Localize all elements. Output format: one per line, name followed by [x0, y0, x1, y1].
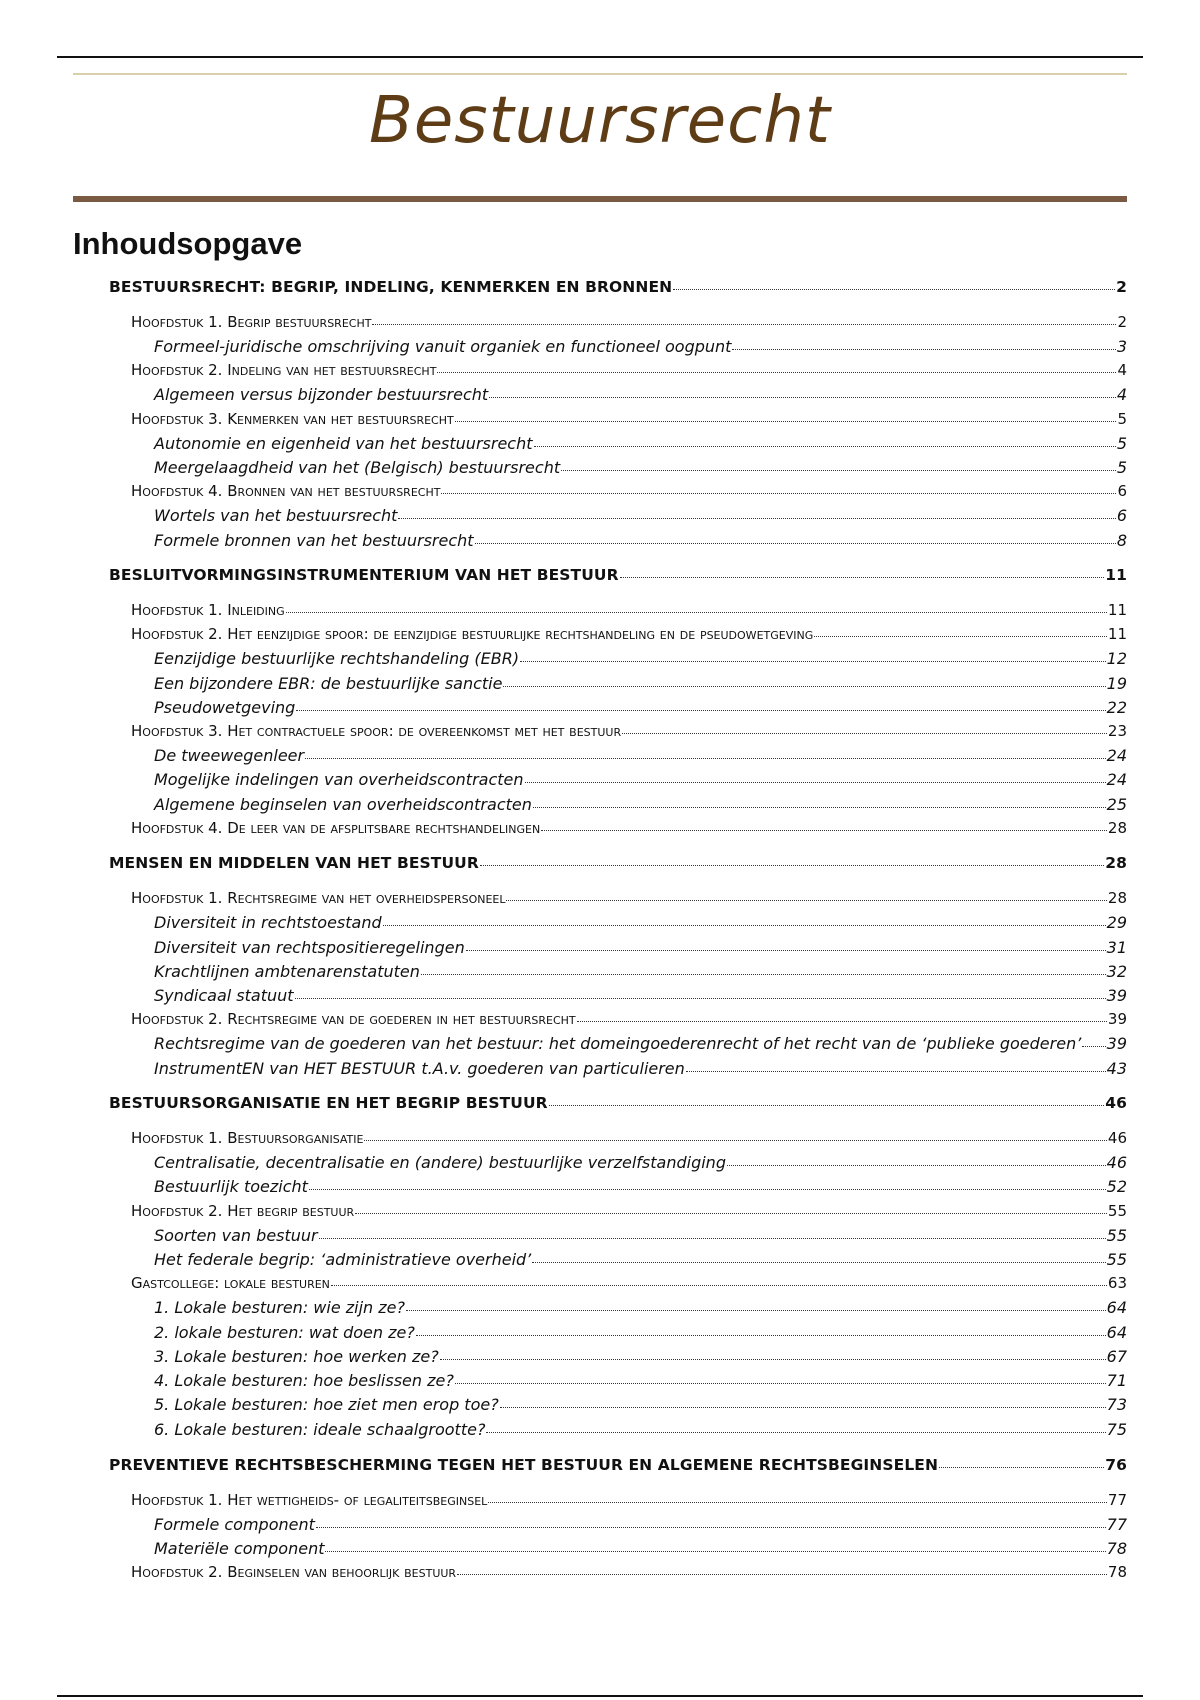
toc-entry-page-number: 77 — [1107, 1491, 1127, 1509]
toc-entry[interactable] — [154, 1059, 1127, 1081]
toc-dot-leader — [727, 1165, 1106, 1166]
toc-entry-title: 3. Lokale besturen: hoe werken ze? — [154, 1347, 439, 1366]
toc-dot-leader — [440, 1359, 1106, 1360]
toc-entry-title: PREVENTIEVE RECHTSBESCHERMING TEGEN HET BESTUUR EN ALGEMENE RECHTSBEGINSELEN — [109, 1456, 939, 1474]
toc-dot-leader — [296, 710, 1105, 711]
toc-entry[interactable] — [154, 746, 1127, 768]
toc-entry[interactable] — [154, 1226, 1127, 1248]
toc-entry-title: Hoofdstuk 1. Bestuursorganisatie — [131, 1129, 364, 1147]
toc-entry-title: Krachtlijnen ambtenarenstatuten — [154, 962, 420, 981]
toc-dot-leader — [541, 830, 1107, 831]
toc-entry[interactable] — [154, 1323, 1127, 1345]
toc-entry[interactable] — [154, 1177, 1127, 1199]
toc-dot-leader — [406, 1310, 1106, 1311]
toc-entry-page-number: 29 — [1106, 913, 1127, 932]
toc-dot-leader — [525, 782, 1106, 783]
toc-dot-leader — [622, 733, 1107, 734]
bottom-border-rule — [57, 1695, 1143, 1697]
toc-entry-page-number: 3 — [1116, 337, 1127, 356]
toc-entry-title: 4. Lokale besturen: hoe beslissen ze? — [154, 1371, 454, 1390]
toc-entry-page-number: 78 — [1106, 1539, 1127, 1558]
toc-dot-leader — [549, 1105, 1105, 1106]
toc-entry-page-number: 78 — [1107, 1563, 1127, 1581]
toc-dot-leader — [673, 289, 1115, 290]
toc-entry-title: Diversiteit van rechtspositieregelingen — [154, 938, 465, 957]
toc-entry-page-number: 73 — [1106, 1395, 1127, 1414]
toc-entry-title: Formele bronnen van het bestuursrecht — [154, 531, 474, 550]
toc-entry-page-number: 43 — [1106, 1059, 1127, 1078]
toc-entry-title: Het federale begrip: ‘administratieve overheid’ — [154, 1250, 532, 1269]
toc-entry[interactable] — [154, 337, 1127, 359]
toc-entry[interactable] — [131, 625, 1127, 647]
toc-dot-leader — [437, 372, 1116, 373]
toc-entry[interactable] — [154, 1515, 1127, 1537]
toc-entry[interactable] — [154, 1420, 1127, 1442]
toc-dot-leader — [286, 612, 1107, 613]
toc-entry-page-number: 46 — [1105, 1094, 1127, 1112]
toc-entry-page-number: 4 — [1117, 361, 1127, 379]
toc-entry[interactable] — [154, 1347, 1127, 1369]
toc-entry-title: Gastcollege: lokale besturen — [131, 1274, 330, 1292]
toc-entry-title: 1. Lokale besturen: wie zijn ze? — [154, 1298, 405, 1317]
toc-entry-title: Hoofdstuk 1. Begrip bestuursrecht — [131, 313, 372, 331]
toc-entry[interactable] — [154, 385, 1127, 407]
toc-entry[interactable] — [154, 986, 1127, 1008]
toc-dot-leader — [421, 974, 1106, 975]
toc-entry-page-number: 46 — [1107, 1129, 1127, 1147]
toc-entry[interactable] — [154, 434, 1127, 456]
toc-entry[interactable] — [154, 962, 1127, 984]
toc-dot-leader — [355, 1213, 1107, 1214]
toc-entry-title: Rechtsregime van de goederen van het bestuur: het domeingoederenrecht of het recht van de ‘publieke goederen’ — [154, 1034, 1082, 1053]
toc-entry[interactable] — [131, 601, 1127, 623]
toc-dot-leader — [480, 865, 1104, 866]
toc-dot-leader — [532, 1262, 1105, 1263]
toc-entry[interactable] — [154, 674, 1127, 696]
toc-dot-leader — [475, 543, 1116, 544]
toc-entry[interactable] — [131, 1202, 1127, 1224]
toc-entry-page-number: 11 — [1107, 625, 1127, 643]
toc-entry-page-number: 55 — [1106, 1226, 1127, 1245]
toc-entry[interactable] — [131, 819, 1127, 841]
toc-entry-page-number: 2 — [1116, 278, 1127, 296]
toc-entry-title: Hoofdstuk 2. Het begrip bestuur — [131, 1202, 355, 1220]
toc-entry-page-number: 46 — [1106, 1153, 1127, 1172]
toc-entry[interactable] — [109, 854, 1127, 876]
toc-entry[interactable] — [154, 1371, 1127, 1393]
toc-entry-title: Algemene beginselen van overheidscontracten — [154, 795, 532, 814]
toc-entry-title: Autonomie en eigenheid van het bestuursrecht — [154, 434, 533, 453]
toc-entry[interactable] — [109, 278, 1127, 300]
toc-dot-leader — [1082, 1046, 1105, 1047]
toc-entry[interactable] — [131, 313, 1127, 335]
toc-entry[interactable] — [154, 506, 1127, 528]
toc-entry-page-number: 32 — [1106, 962, 1127, 981]
toc-dot-leader — [533, 807, 1106, 808]
toc-entry[interactable] — [154, 531, 1127, 553]
toc-dot-leader — [561, 470, 1116, 471]
toc-entry-page-number: 11 — [1105, 566, 1127, 584]
toc-entry-page-number: 67 — [1106, 1347, 1127, 1366]
toc-entry-title: Hoofdstuk 1. Rechtsregime van het overheidspersoneel — [131, 889, 506, 907]
toc-entry-title: Hoofdstuk 3. Kenmerken van het bestuursrecht — [131, 410, 454, 428]
toc-entry[interactable] — [154, 913, 1127, 935]
toc-dot-leader — [331, 1285, 1107, 1286]
toc-entry-page-number: 76 — [1105, 1456, 1127, 1474]
toc-entry-title: Mogelijke indelingen van overheidscontracten — [154, 770, 524, 789]
toc-entry-page-number: 55 — [1107, 1202, 1127, 1220]
document-title: Bestuursrecht — [368, 84, 832, 158]
toc-entry-page-number: 28 — [1107, 889, 1127, 907]
toc-entry-title: Hoofdstuk 2. Rechtsregime van de goederen in het bestuursrecht — [131, 1010, 576, 1028]
toc-entry[interactable] — [131, 410, 1127, 432]
toc-entry-page-number: 52 — [1106, 1177, 1127, 1196]
toc-entry-page-number: 24 — [1106, 746, 1127, 765]
toc-entry-page-number: 6 — [1116, 506, 1127, 525]
toc-dot-leader — [520, 661, 1106, 662]
toc-entry[interactable] — [154, 1034, 1127, 1056]
toc-dot-leader — [686, 1071, 1106, 1072]
toc-dot-leader — [372, 324, 1116, 325]
toc-dot-leader — [383, 925, 1106, 926]
toc-entry-title: Syndicaal statuut — [154, 986, 294, 1005]
title-bottom-rule — [73, 196, 1127, 202]
toc-entry-title: Hoofdstuk 4. Bronnen van het bestuursrecht — [131, 482, 441, 500]
toc-entry-title: Materiële component — [154, 1539, 325, 1558]
toc-heading: Inhoudsopgave — [73, 226, 303, 261]
toc-entry[interactable] — [154, 698, 1127, 720]
toc-entry-title: MENSEN EN MIDDELEN VAN HET BESTUUR — [109, 854, 479, 872]
toc-entry-title: Formeel-juridische omschrijving vanuit organiek en functioneel oogpunt — [154, 337, 732, 356]
toc-entry-page-number: 64 — [1106, 1323, 1127, 1342]
toc-dot-leader — [534, 446, 1116, 447]
toc-dot-leader — [305, 758, 1106, 759]
toc-entry-page-number: 5 — [1116, 434, 1127, 453]
toc-entry-title: BESLUITVORMINGSINSTRUMENTERIUM VAN HET BESTUUR — [109, 566, 619, 584]
toc-entry-title: Meergelaagdheid van het (Belgisch) bestuursrecht — [154, 458, 561, 477]
toc-entry-page-number: 28 — [1107, 819, 1127, 837]
toc-entry-page-number: 64 — [1106, 1298, 1127, 1317]
toc-entry-title: Eenzijdige bestuurlijke rechtshandeling (EBR) — [154, 649, 520, 668]
toc-entry-title: Hoofdstuk 4. De leer van de afsplitsbare rechtshandelingen — [131, 819, 541, 837]
toc-entry-title: 5. Lokale besturen: hoe ziet men erop toe? — [154, 1395, 499, 1414]
toc-entry-page-number: 5 — [1116, 458, 1127, 477]
toc-entry-page-number: 63 — [1107, 1274, 1127, 1292]
toc-entry[interactable] — [131, 722, 1127, 744]
toc-dot-leader — [489, 397, 1116, 398]
toc-entry[interactable] — [154, 649, 1127, 671]
toc-dot-leader — [441, 493, 1116, 494]
toc-entry-page-number: 12 — [1106, 649, 1127, 668]
toc-dot-leader — [319, 1238, 1106, 1239]
toc-dot-leader — [732, 349, 1115, 350]
toc-entry[interactable] — [131, 889, 1127, 911]
toc-entry-page-number: 11 — [1107, 601, 1127, 619]
toc-entry[interactable] — [154, 458, 1127, 480]
toc-entry-page-number: 31 — [1106, 938, 1127, 957]
toc-entry-title: Algemeen versus bijzonder bestuursrecht — [154, 385, 489, 404]
toc-entry-title: Pseudowetgeving — [154, 698, 296, 717]
toc-dot-leader — [316, 1527, 1106, 1528]
toc-entry-title: Formele component — [154, 1515, 315, 1534]
toc-entry-page-number: 23 — [1107, 722, 1127, 740]
toc-dot-leader — [466, 950, 1106, 951]
toc-entry[interactable] — [131, 1274, 1127, 1296]
toc-entry[interactable] — [131, 482, 1127, 504]
toc-entry-page-number: 22 — [1106, 698, 1127, 717]
toc-entry-title: Hoofdstuk 2. Indeling van het bestuursrecht — [131, 361, 437, 379]
toc-entry[interactable] — [154, 1153, 1127, 1175]
toc-entry-title: Hoofdstuk 1. Het wettigheids- of legaliteitsbeginsel — [131, 1491, 488, 1509]
toc-dot-leader — [364, 1140, 1106, 1141]
toc-entry-page-number: 2 — [1117, 313, 1127, 331]
toc-dot-leader — [506, 900, 1106, 901]
toc-entry-title: Wortels van het bestuursrecht — [154, 506, 398, 525]
toc-entry-page-number: 75 — [1106, 1420, 1127, 1439]
toc-dot-leader — [455, 1383, 1106, 1384]
toc-dot-leader — [503, 686, 1105, 687]
toc-entry-title: Centralisatie, decentralisatie en (andere) bestuurlijke verzelfstandiging — [154, 1153, 726, 1172]
toc-entry-title: InstrumentEN van HET BESTUUR t.A.v. goederen van particulieren — [154, 1059, 685, 1078]
toc-entry-title: Soorten van bestuur — [154, 1226, 318, 1245]
toc-entry-page-number: 24 — [1106, 770, 1127, 789]
toc-entry-page-number: 6 — [1117, 482, 1127, 500]
toc-entry-title: De tweewegenleer — [154, 746, 305, 765]
toc-dot-leader — [309, 1189, 1106, 1190]
toc-entry-page-number: 71 — [1106, 1371, 1127, 1390]
toc-dot-leader — [488, 1502, 1107, 1503]
toc-entry-page-number: 39 — [1107, 1010, 1127, 1028]
toc-entry[interactable] — [131, 1010, 1127, 1032]
toc-dot-leader — [577, 1021, 1107, 1022]
toc-dot-leader — [398, 518, 1115, 519]
toc-dot-leader — [939, 1467, 1104, 1468]
toc-entry[interactable] — [131, 1563, 1127, 1585]
toc-entry-page-number: 19 — [1106, 674, 1127, 693]
toc-dot-leader — [416, 1335, 1106, 1336]
toc-dot-leader — [814, 636, 1107, 637]
toc-entry-page-number: 55 — [1106, 1250, 1127, 1269]
toc-dot-leader — [455, 421, 1117, 422]
toc-entry[interactable] — [154, 795, 1127, 817]
toc-entry-title: 2. lokale besturen: wat doen ze? — [154, 1323, 415, 1342]
toc-entry-page-number: 77 — [1106, 1515, 1127, 1534]
toc-entry-title: Diversiteit in rechtstoestand — [154, 913, 382, 932]
toc-entry-title: Hoofdstuk 2. Het eenzijdige spoor: de eenzijdige bestuurlijke rechtshandeling en de pseudowetgeving — [131, 625, 814, 643]
toc-entry[interactable] — [154, 1395, 1127, 1417]
toc-entry-page-number: 25 — [1106, 795, 1127, 814]
toc-entry-title: Hoofdstuk 3. Het contractuele spoor: de overeenkomst met het bestuur — [131, 722, 622, 740]
toc-entry-title: Een bijzondere EBR: de bestuurlijke sanctie — [154, 674, 503, 693]
toc-dot-leader — [500, 1407, 1106, 1408]
toc-entry-page-number: 39 — [1106, 1034, 1127, 1053]
toc-entry-title: BESTUURSRECHT: BEGRIP, INDELING, KENMERKEN EN BRONNEN — [109, 278, 673, 296]
toc-entry[interactable] — [109, 1456, 1127, 1478]
toc-entry-page-number: 8 — [1116, 531, 1127, 550]
toc-entry[interactable] — [109, 566, 1127, 588]
toc-entry[interactable] — [154, 1250, 1127, 1272]
toc-entry[interactable] — [131, 1129, 1127, 1151]
toc-entry[interactable] — [154, 938, 1127, 960]
toc-dot-leader — [457, 1574, 1107, 1575]
toc-dot-leader — [295, 998, 1106, 999]
toc-entry[interactable] — [154, 1298, 1127, 1320]
toc-entry-page-number: 4 — [1116, 385, 1127, 404]
toc-entry-page-number: 28 — [1105, 854, 1127, 872]
toc-entry-title: Hoofdstuk 2. Beginselen van behoorlijk bestuur — [131, 1563, 457, 1581]
toc-dot-leader — [486, 1432, 1105, 1433]
toc-entry-title: 6. Lokale besturen: ideale schaalgrootte? — [154, 1420, 486, 1439]
toc-entry-title: Hoofdstuk 1. Inleiding — [131, 601, 285, 619]
toc-entry[interactable] — [154, 770, 1127, 792]
toc-entry-title: Bestuurlijk toezicht — [154, 1177, 308, 1196]
toc-entry-page-number: 39 — [1106, 986, 1127, 1005]
toc-dot-leader — [325, 1551, 1105, 1552]
top-border-rule — [57, 56, 1143, 58]
toc-entry[interactable] — [109, 1094, 1127, 1116]
toc-entry-page-number: 5 — [1117, 410, 1127, 428]
toc-dot-leader — [620, 577, 1105, 578]
toc-entry-title: BESTUURSORGANISATIE EN HET BEGRIP BESTUUR — [109, 1094, 548, 1112]
toc-entry[interactable] — [131, 1491, 1127, 1513]
title-top-rule — [73, 73, 1127, 75]
toc-entry[interactable] — [154, 1539, 1127, 1561]
toc-entry[interactable] — [131, 361, 1127, 383]
